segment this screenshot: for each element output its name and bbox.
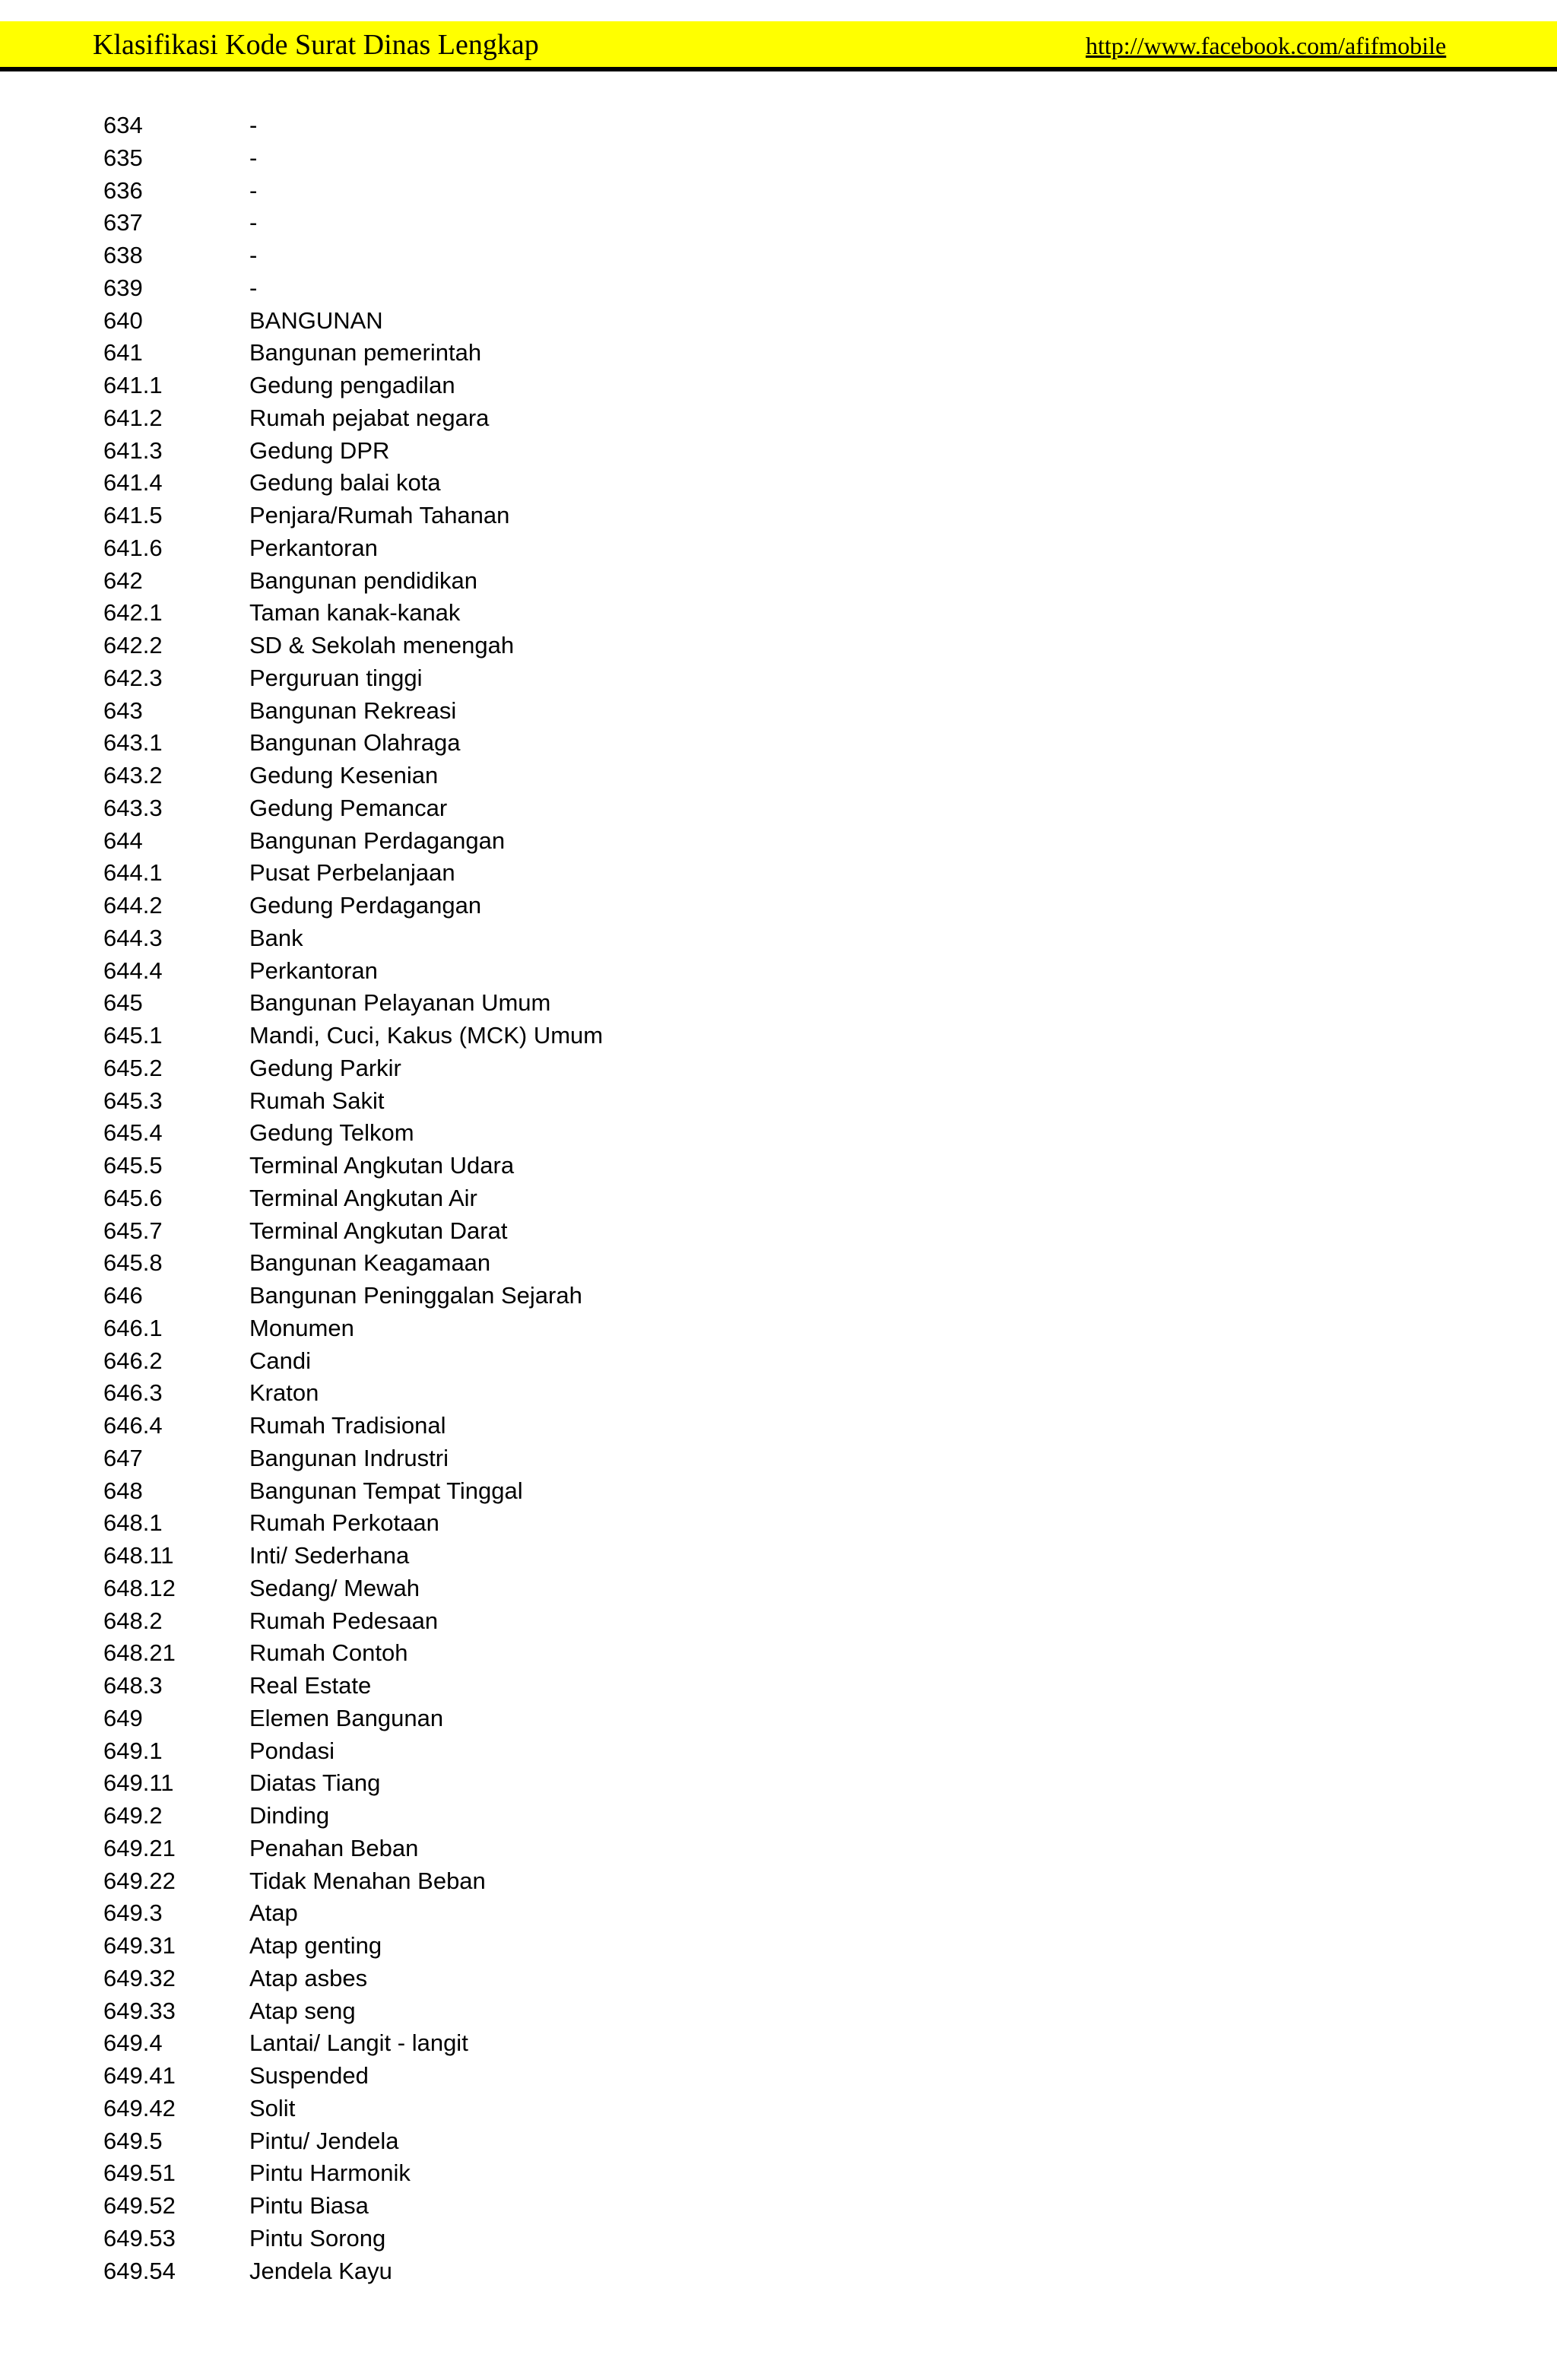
- list-item: [0, 1410, 1557, 1442]
- classification-description: BANGUNAN: [249, 306, 383, 334]
- classification-description: Mandi, Cuci, Kakus (MCK) Umum: [249, 1022, 604, 1049]
- document-title: Klasifikasi Kode Surat Dinas Lengkap: [93, 29, 539, 61]
- classification-code: 649: [103, 1704, 143, 1731]
- list-item: [0, 1605, 1557, 1638]
- list-item: [0, 402, 1557, 435]
- classification-description: Terminal Angkutan Udara: [249, 1152, 515, 1179]
- classification-description: Gedung Kesenian: [249, 762, 439, 789]
- classification-code: 641: [103, 339, 143, 367]
- list-item: [0, 1182, 1557, 1215]
- classification-code: 644: [103, 827, 143, 854]
- list-item: [0, 597, 1557, 630]
- list-item: [0, 467, 1557, 500]
- classification-description: -: [249, 112, 258, 138]
- list-item: [0, 500, 1557, 532]
- list-item: [0, 435, 1557, 468]
- list-item: [0, 2027, 1557, 2060]
- classification-code: 647: [103, 1444, 143, 1471]
- classification-description: Pintu Biasa: [249, 2192, 369, 2219]
- list-item: [0, 2190, 1557, 2223]
- classification-code: 649.33: [103, 1997, 176, 2024]
- classification-description: Atap: [249, 1899, 298, 1927]
- list-item: [0, 1670, 1557, 1702]
- classification-code: 648.2: [103, 1607, 163, 1634]
- list-item: [0, 1117, 1557, 1150]
- list-item: [0, 1150, 1557, 1182]
- list-item: [0, 987, 1557, 1020]
- list-item: [0, 2060, 1557, 2093]
- classification-description: Pusat Perbelanjaan: [249, 859, 455, 887]
- classification-code: 643.3: [103, 794, 163, 821]
- classification-code: 643.1: [103, 729, 163, 757]
- classification-code: 636: [103, 176, 143, 204]
- classification-code: 645.5: [103, 1152, 163, 1179]
- classification-description: Pondasi: [249, 1737, 335, 1764]
- list-item: [0, 792, 1557, 825]
- list-item: [0, 2255, 1557, 2288]
- classification-description: Rumah Perkotaan: [249, 1509, 439, 1537]
- list-item: [0, 1702, 1557, 1735]
- classification-description: Terminal Angkutan Air: [249, 1184, 477, 1211]
- classification-code: 641.4: [103, 469, 163, 497]
- classification-code: 634: [103, 112, 143, 138]
- list-item: [0, 695, 1557, 728]
- classification-code: 649.52: [103, 2192, 176, 2219]
- classification-description: Tidak Menahan Beban: [249, 1867, 486, 1894]
- classification-code: 645.3: [103, 1087, 163, 1114]
- classification-description: Bangunan Perdagangan: [249, 827, 506, 854]
- classification-description: Bangunan Tempat Tinggal: [249, 1477, 523, 1504]
- list-item: [0, 2223, 1557, 2255]
- list-item: [0, 240, 1557, 272]
- classification-code: 649.5: [103, 2127, 163, 2154]
- classification-code: 643: [103, 697, 143, 724]
- list-item: [0, 1247, 1557, 1280]
- classification-code: 645.6: [103, 1184, 163, 1211]
- classification-description: -: [249, 209, 258, 236]
- classification-code: 649.51: [103, 2159, 176, 2187]
- list-item: [0, 1507, 1557, 1540]
- classification-code: 644.2: [103, 892, 163, 919]
- classification-code: 649.32: [103, 1964, 176, 1991]
- classification-description: Perkantoran: [249, 957, 378, 984]
- classification-code: 649.2: [103, 1802, 163, 1829]
- list-item: [0, 1735, 1557, 1768]
- classification-code: 641.6: [103, 534, 163, 561]
- classification-description: Inti/ Sederhana: [249, 1542, 410, 1569]
- classification-description: -: [249, 274, 258, 301]
- classification-code: 641.1: [103, 372, 163, 398]
- list-item: [0, 760, 1557, 792]
- classification-description: Pintu/ Jendela: [249, 2127, 399, 2154]
- classification-description: Jendela Kayu: [249, 2257, 392, 2284]
- classification-description: Penahan Beban: [249, 1834, 419, 1861]
- classification-code: 642.3: [103, 664, 163, 691]
- classification-code: 645.4: [103, 1119, 163, 1147]
- list-item: [0, 2093, 1557, 2125]
- classification-code: 649.31: [103, 1932, 176, 1959]
- classification-code: 649.53: [103, 2224, 176, 2251]
- classification-description: Gedung DPR: [249, 436, 390, 464]
- classification-description: Bangunan Olahraga: [249, 729, 461, 757]
- list-item: [0, 630, 1557, 662]
- classification-description: Bangunan Pelayanan Umum: [249, 989, 551, 1017]
- classification-code: 649.22: [103, 1867, 176, 1894]
- classification-description: Atap seng: [249, 1997, 356, 2024]
- classification-description: Rumah pejabat negara: [249, 404, 490, 431]
- classification-description: Perguruan tinggi: [249, 664, 423, 691]
- list-item: [0, 207, 1557, 240]
- list-item: [0, 1637, 1557, 1670]
- list-item: [0, 1215, 1557, 1248]
- classification-code: 641.2: [103, 404, 163, 431]
- list-item: [0, 1442, 1557, 1475]
- classification-description: Gedung Telkom: [249, 1119, 414, 1147]
- list-item: [0, 1020, 1557, 1052]
- classification-description: Kraton: [249, 1379, 319, 1407]
- classification-code: 644.4: [103, 957, 163, 984]
- list-item: [0, 857, 1557, 890]
- list-item: [0, 272, 1557, 305]
- classification-description: Penjara/Rumah Tahanan: [249, 502, 510, 528]
- classification-code: 648.21: [103, 1639, 176, 1667]
- classification-code: 645.2: [103, 1054, 163, 1081]
- classification-code: 649.1: [103, 1737, 163, 1764]
- classification-description: Atap asbes: [249, 1964, 368, 1991]
- classification-description: Perkantoran: [249, 534, 378, 561]
- classification-description: Sedang/ Mewah: [249, 1574, 420, 1601]
- classification-code: 645.8: [103, 1249, 163, 1277]
- list-item: [0, 1800, 1557, 1833]
- classification-code: 645.7: [103, 1217, 163, 1244]
- classification-code: 648: [103, 1477, 143, 1504]
- classification-code: 637: [103, 209, 143, 236]
- classification-code: 642: [103, 566, 143, 594]
- classification-description: Pintu Harmonik: [249, 2159, 411, 2187]
- list-item: [0, 1572, 1557, 1605]
- list-item: [0, 109, 1557, 142]
- classification-description: Rumah Contoh: [249, 1639, 408, 1667]
- classification-description: Suspended: [249, 2062, 369, 2089]
- classification-code: 644.1: [103, 859, 163, 887]
- list-item: [0, 727, 1557, 760]
- classification-code: 642.2: [103, 632, 163, 658]
- list-item: [0, 1930, 1557, 1963]
- classification-code: 649.4: [103, 2029, 163, 2057]
- list-item: [0, 1085, 1557, 1118]
- classification-description: Gedung balai kota: [249, 469, 441, 497]
- list-item: [0, 1865, 1557, 1898]
- list-item: [0, 1833, 1557, 1865]
- list-item: [0, 825, 1557, 858]
- classification-code: 643.2: [103, 762, 163, 789]
- classification-description: Bangunan pendidikan: [249, 566, 477, 594]
- list-item: [0, 565, 1557, 598]
- list-item: [0, 1312, 1557, 1345]
- classification-description: Bank: [249, 924, 303, 951]
- list-item: [0, 1377, 1557, 1410]
- classification-description: Bangunan Keagamaan: [249, 1249, 491, 1277]
- list-item: [0, 890, 1557, 922]
- classification-description: Taman kanak-kanak: [249, 599, 461, 627]
- classification-code: 640: [103, 306, 143, 334]
- list-item: [0, 142, 1557, 175]
- classification-description: Gedung Pemancar: [249, 794, 448, 821]
- classification-list: [0, 109, 1557, 2287]
- list-item: [0, 305, 1557, 338]
- list-item: [0, 1897, 1557, 1930]
- classification-description: Gedung Perdagangan: [249, 892, 482, 919]
- classification-description: Bangunan Peninggalan Sejarah: [249, 1282, 582, 1309]
- classification-description: Bangunan Rekreasi: [249, 697, 457, 724]
- classification-description: -: [249, 242, 258, 268]
- classification-description: Bangunan Indrustri: [249, 1444, 449, 1471]
- list-item: [0, 2125, 1557, 2158]
- classification-description: Bangunan pemerintah: [249, 339, 482, 367]
- classification-code: 649.21: [103, 1834, 176, 1861]
- list-item: [0, 2157, 1557, 2190]
- classification-code: 649.41: [103, 2062, 176, 2089]
- classification-description: Rumah Tradisional: [249, 1412, 446, 1439]
- classification-description: Gedung Parkir: [249, 1054, 401, 1081]
- list-item: [0, 1995, 1557, 2028]
- classification-code: 649.42: [103, 2094, 176, 2121]
- classification-description: Monumen: [249, 1314, 354, 1341]
- classification-description: Diatas Tiang: [249, 1769, 381, 1797]
- classification-code: 646.1: [103, 1314, 163, 1341]
- header-bar: [0, 21, 1557, 71]
- list-item: [0, 1963, 1557, 1995]
- facebook-link[interactable]: http://www.facebook.com/afifmobile: [1086, 32, 1447, 59]
- classification-description: Pintu Sorong: [249, 2224, 386, 2251]
- classification-description: Candi: [249, 1347, 311, 1374]
- classification-code: 646.2: [103, 1347, 163, 1374]
- classification-code: 638: [103, 242, 143, 268]
- classification-code: 648.3: [103, 1672, 163, 1699]
- classification-code: 649.54: [103, 2257, 176, 2284]
- classification-description: Solit: [249, 2094, 296, 2121]
- classification-description: SD & Sekolah menengah: [249, 632, 515, 658]
- classification-description: Lantai/ Langit - langit: [249, 2029, 468, 2057]
- classification-code: 648.12: [103, 1574, 176, 1601]
- classification-code: 641.3: [103, 436, 163, 464]
- classification-code: 648.1: [103, 1509, 163, 1537]
- classification-description: Real Estate: [249, 1672, 372, 1699]
- list-item: [0, 1475, 1557, 1508]
- classification-code: 649.11: [103, 1769, 174, 1797]
- list-item: [0, 1052, 1557, 1085]
- classification-code: 648.11: [103, 1542, 174, 1569]
- classification-description: Gedung pengadilan: [249, 372, 455, 398]
- classification-code: 649.3: [103, 1899, 163, 1927]
- list-item: [0, 337, 1557, 370]
- list-item: [0, 955, 1557, 988]
- list-item: [0, 1540, 1557, 1572]
- classification-code: 639: [103, 274, 143, 301]
- classification-description: Atap genting: [249, 1932, 382, 1959]
- classification-code: 642.1: [103, 599, 163, 627]
- list-item: [0, 1345, 1557, 1378]
- list-item: [0, 175, 1557, 208]
- classification-code: 646.4: [103, 1412, 163, 1439]
- classification-code: 635: [103, 144, 143, 171]
- classification-code: 645.1: [103, 1022, 163, 1049]
- classification-code: 646: [103, 1282, 143, 1309]
- classification-description: Terminal Angkutan Darat: [249, 1217, 508, 1244]
- classification-description: -: [249, 176, 258, 204]
- classification-description: Dinding: [249, 1802, 330, 1829]
- list-item: [0, 532, 1557, 565]
- classification-code: 645: [103, 989, 143, 1017]
- classification-description: Rumah Pedesaan: [249, 1607, 439, 1634]
- classification-code: 646.3: [103, 1379, 163, 1407]
- list-item: [0, 1767, 1557, 1800]
- classification-description: Elemen Bangunan: [249, 1704, 444, 1731]
- classification-description: Rumah Sakit: [249, 1087, 385, 1114]
- classification-code: 641.5: [103, 502, 163, 528]
- list-item: [0, 922, 1557, 955]
- list-item: [0, 1280, 1557, 1312]
- classification-code: 644.3: [103, 924, 163, 951]
- list-item: [0, 370, 1557, 402]
- classification-description: -: [249, 144, 258, 171]
- list-item: [0, 662, 1557, 695]
